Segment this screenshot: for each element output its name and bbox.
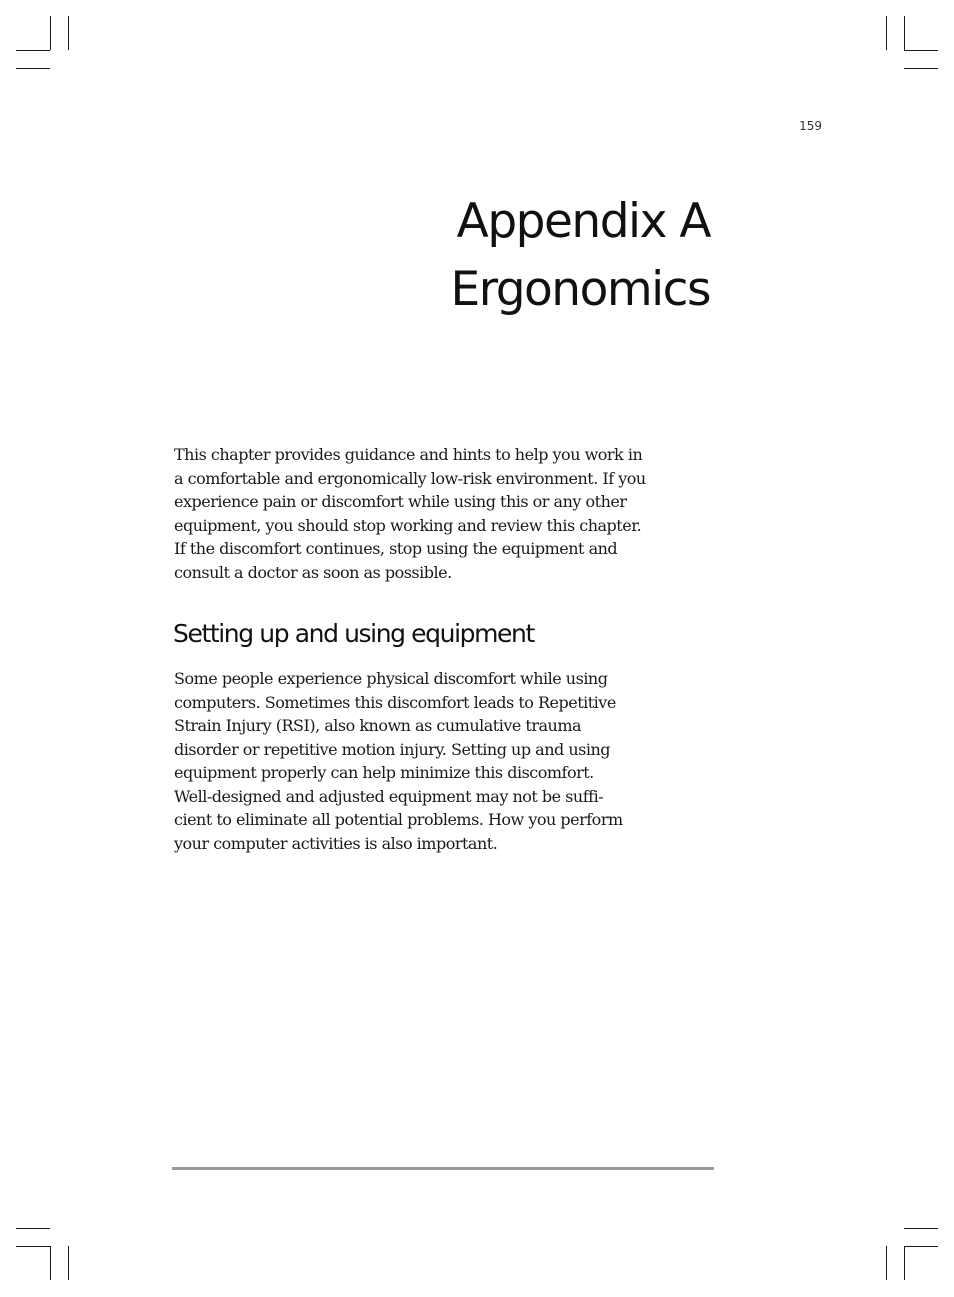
footer-rule [172,1167,714,1170]
crop-mark-top-right-h2 [904,68,938,69]
crop-mark-top-right-v [904,16,905,50]
crop-mark-top-left-v [50,16,51,50]
section-paragraph [174,667,714,855]
section-line: disorder or repetitive motion injury. Setting up and using [174,739,610,759]
crop-mark-bottom-right-h [904,1246,938,1247]
page-number: 159 [799,119,822,133]
intro-line: a comfortable and ergonomically low-risk environment. If you [174,468,646,488]
section-line: Well-designed and adjusted equipment may not be suffi- [174,786,604,806]
crop-mark-top-right-v2 [886,16,887,50]
crop-mark-bottom-left-h [16,1246,50,1247]
crop-mark-top-left-h [16,50,50,51]
section-line: computers. Sometimes this discomfort leads to Repetitive [174,692,616,712]
intro-line: If the discomfort continues, stop using the equipment and [174,539,618,558]
crop-mark-bottom-left-v [50,1246,51,1280]
crop-mark-top-left-v2 [68,16,69,50]
crop-mark-top-left-h2 [16,68,50,69]
crop-mark-bottom-right-h2 [904,1228,938,1229]
crop-mark-top-right-h [904,50,938,51]
intro-line: consult a doctor as soon as possible. [174,562,452,582]
section-line: Some people experience physical discomfort while using [174,669,608,688]
intro-line: equipment, you should stop working and review this chapter. [174,515,642,535]
section-line: your computer activities is also important. [174,833,498,853]
crop-mark-bottom-left-h2 [16,1228,50,1229]
crop-mark-bottom-left-v2 [68,1246,69,1280]
crop-mark-bottom-right-v [904,1246,905,1280]
section-line: Strain Injury (RSI), also known as cumulative trauma [174,716,582,735]
section-line: cient to eliminate all potential problems. How you perform [174,810,623,829]
chapter-title-line-1: Appendix A [456,194,710,249]
chapter-title [300,188,710,324]
section-line: equipment properly can help minimize this discomfort. [174,763,594,782]
crop-mark-bottom-right-v2 [886,1246,887,1280]
section-heading: Setting up and using equipment [173,619,534,648]
intro-line: This chapter provides guidance and hints to help you work in [174,445,643,464]
intro-line: experience pain or discomfort while using this or any other [174,492,627,511]
intro-paragraph [174,443,714,584]
chapter-title-line-2: Ergonomics [450,262,710,317]
